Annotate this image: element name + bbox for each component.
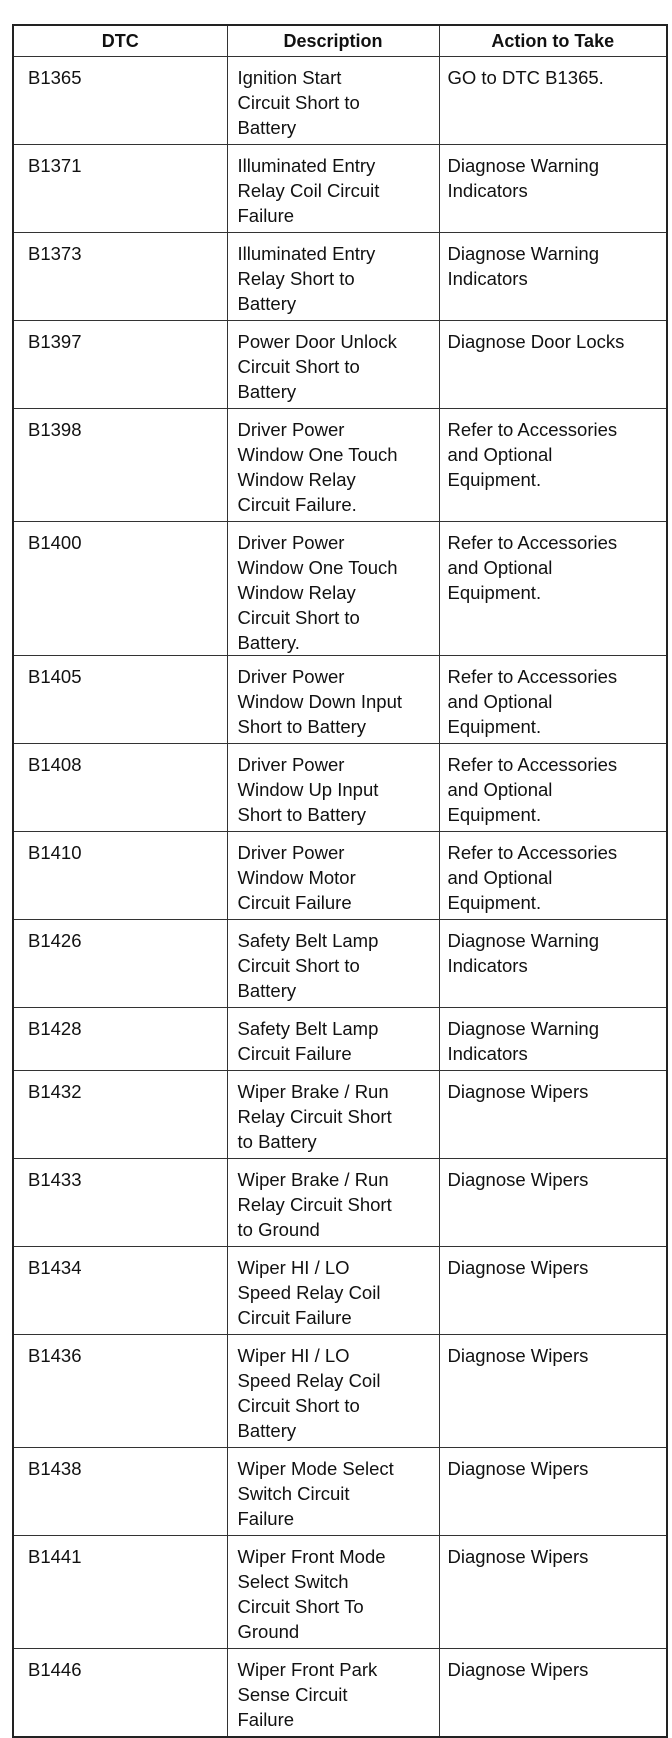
action-cell (439, 920, 667, 1008)
action-line: Diagnose Warning (447, 1018, 600, 1039)
description-line: Driver Power (237, 842, 345, 863)
description-line: Circuit Failure (237, 892, 352, 913)
table-row (13, 145, 667, 233)
description-cell (227, 1008, 439, 1071)
action-line: Diagnose Warning (447, 243, 600, 264)
action-line: and Optional (447, 867, 553, 888)
description-line: to Ground (237, 1219, 320, 1240)
action-line: Refer to Accessories (447, 419, 618, 440)
table-row (13, 57, 667, 145)
description-cell (227, 1159, 439, 1247)
description-line: Circuit Short to (237, 955, 360, 976)
description-line: Circuit Short to (237, 356, 360, 377)
dtc-code-cell: B1436 (13, 1335, 227, 1448)
table-row (13, 832, 667, 920)
description-line: Relay Circuit Short (237, 1194, 392, 1215)
description-line: Failure (237, 1709, 295, 1730)
action-line: Indicators (447, 955, 528, 976)
action-line: Diagnose Warning (447, 930, 600, 951)
description-line: Wiper Front Mode (237, 1546, 386, 1567)
description-cell (227, 1448, 439, 1536)
description-line: Circuit Failure (237, 1307, 352, 1328)
table-row (13, 522, 667, 656)
table-row (13, 656, 667, 744)
action-line: Refer to Accessories (447, 842, 618, 863)
description-line: Window Up Input (237, 779, 379, 800)
action-line: Diagnose Wipers (447, 1345, 589, 1366)
action-cell (439, 321, 667, 409)
action-line: Refer to Accessories (447, 754, 618, 775)
description-cell (227, 1536, 439, 1649)
dtc-code-cell: B1410 (13, 832, 227, 920)
description-line: Driver Power (237, 532, 345, 553)
description-line: Circuit Failure (237, 1043, 352, 1064)
description-cell (227, 409, 439, 522)
dtc-code-cell: B1397 (13, 321, 227, 409)
action-cell (439, 832, 667, 920)
description-line: Circuit Short to (237, 607, 360, 628)
action-line: Equipment. (447, 716, 542, 737)
table-row (13, 1335, 667, 1448)
dtc-code-cell: B1432 (13, 1071, 227, 1159)
action-line: Diagnose Wipers (447, 1169, 589, 1190)
action-line: Diagnose Wipers (447, 1081, 589, 1102)
dtc-table (12, 24, 668, 1738)
action-line: Equipment. (447, 892, 542, 913)
description-line: Power Door Unlock (237, 331, 397, 352)
description-line: Window One Touch (237, 444, 398, 465)
action-line: Indicators (447, 1043, 528, 1064)
action-line: and Optional (447, 444, 553, 465)
description-line: Wiper Front Park (237, 1659, 378, 1680)
action-line: Diagnose Door Locks (447, 331, 625, 352)
dtc-code-cell: B1373 (13, 233, 227, 321)
description-cell (227, 57, 439, 145)
description-line: Window Down Input (237, 691, 403, 712)
description-line: Relay Circuit Short (237, 1106, 392, 1127)
description-line: Ignition Start (237, 67, 342, 88)
description-line: Driver Power (237, 419, 345, 440)
action-line: Indicators (447, 180, 528, 201)
action-cell (439, 1536, 667, 1649)
description-cell (227, 656, 439, 744)
description-line: Window Motor (237, 867, 356, 888)
action-cell (439, 1247, 667, 1335)
description-cell (227, 522, 439, 656)
dtc-code-cell: B1433 (13, 1159, 227, 1247)
table-header-row (13, 25, 667, 57)
dtc-code-cell: B1434 (13, 1247, 227, 1335)
action-cell (439, 1649, 667, 1738)
action-line: Equipment. (447, 469, 542, 490)
description-line: Relay Coil Circuit (237, 180, 380, 201)
description-line: Wiper HI / LO (237, 1345, 350, 1366)
table-row (13, 1649, 667, 1738)
dtc-code-cell: B1438 (13, 1448, 227, 1536)
description-line: Switch Circuit (237, 1483, 350, 1504)
action-cell (439, 1071, 667, 1159)
description-line: Short to Battery (237, 716, 367, 737)
description-line: Wiper Mode Select (237, 1458, 394, 1479)
table-row (13, 1448, 667, 1536)
description-cell (227, 1649, 439, 1738)
table-row (13, 1159, 667, 1247)
dtc-code-cell: B1371 (13, 145, 227, 233)
description-cell (227, 744, 439, 832)
description-line: Battery (237, 980, 297, 1001)
description-line: Speed Relay Coil (237, 1282, 381, 1303)
description-line: Wiper HI / LO (237, 1257, 350, 1278)
action-line: Indicators (447, 268, 528, 289)
action-line: and Optional (447, 779, 553, 800)
description-line: Illuminated Entry (237, 243, 376, 264)
description-line: Short to Battery (237, 804, 367, 825)
description-line: Battery (237, 381, 297, 402)
table-row (13, 1247, 667, 1335)
description-line: Window Relay (237, 582, 356, 603)
description-line: Safety Belt Lamp (237, 930, 379, 951)
header-dtc: DTC (13, 25, 227, 57)
dtc-code-cell: B1398 (13, 409, 227, 522)
action-cell (439, 1008, 667, 1071)
description-line: Circuit Short to (237, 1395, 360, 1416)
dtc-code-cell: B1405 (13, 656, 227, 744)
table-row (13, 233, 667, 321)
description-line: Failure (237, 1508, 295, 1529)
dtc-code-cell: B1428 (13, 1008, 227, 1071)
action-cell (439, 57, 667, 145)
description-line: Circuit Failure. (237, 494, 357, 515)
table-row (13, 1536, 667, 1649)
description-line: Circuit Short to (237, 92, 360, 113)
action-line: GO to DTC B1365. (447, 67, 604, 88)
header-action: Action to Take (439, 25, 667, 57)
action-line: and Optional (447, 691, 553, 712)
action-line: Diagnose Warning (447, 155, 600, 176)
description-line: to Battery (237, 1131, 317, 1152)
table-row (13, 744, 667, 832)
header-description: Description (227, 25, 439, 57)
description-line: Ground (237, 1621, 300, 1642)
table-row (13, 1071, 667, 1159)
action-line: Diagnose Wipers (447, 1659, 589, 1680)
description-line: Circuit Short To (237, 1596, 364, 1617)
dtc-code-cell: B1426 (13, 920, 227, 1008)
dtc-code-cell: B1400 (13, 522, 227, 656)
table-row (13, 409, 667, 522)
description-line: Battery (237, 1420, 297, 1441)
action-cell (439, 744, 667, 832)
table-row (13, 321, 667, 409)
description-cell (227, 233, 439, 321)
action-line: Diagnose Wipers (447, 1546, 589, 1567)
action-line: Diagnose Wipers (447, 1458, 589, 1479)
description-line: Wiper Brake / Run (237, 1081, 389, 1102)
dtc-code-cell: B1365 (13, 57, 227, 145)
table-row (13, 920, 667, 1008)
action-cell (439, 233, 667, 321)
dtc-code-cell: B1441 (13, 1536, 227, 1649)
description-line: Failure (237, 205, 295, 226)
description-line: Driver Power (237, 666, 345, 687)
description-line: Select Switch (237, 1571, 349, 1592)
dtc-code-cell: B1446 (13, 1649, 227, 1738)
table-row (13, 1008, 667, 1071)
description-line: Window Relay (237, 469, 356, 490)
action-cell (439, 1448, 667, 1536)
action-line: Equipment. (447, 804, 542, 825)
description-line: Speed Relay Coil (237, 1370, 381, 1391)
action-cell (439, 656, 667, 744)
action-cell (439, 1159, 667, 1247)
action-line: Refer to Accessories (447, 666, 618, 687)
action-cell (439, 522, 667, 656)
description-line: Battery. (237, 632, 300, 653)
action-line: and Optional (447, 557, 553, 578)
description-cell (227, 145, 439, 233)
description-line: Safety Belt Lamp (237, 1018, 379, 1039)
action-line: Equipment. (447, 582, 542, 603)
action-line: Refer to Accessories (447, 532, 618, 553)
description-cell (227, 1335, 439, 1448)
description-line: Wiper Brake / Run (237, 1169, 389, 1190)
description-line: Illuminated Entry (237, 155, 376, 176)
description-cell (227, 321, 439, 409)
description-cell (227, 832, 439, 920)
dtc-code-cell: B1408 (13, 744, 227, 832)
description-line: Driver Power (237, 754, 345, 775)
description-line: Relay Short to (237, 268, 355, 289)
description-line: Battery (237, 117, 297, 138)
description-line: Battery (237, 293, 297, 314)
action-line: Diagnose Wipers (447, 1257, 589, 1278)
action-cell (439, 145, 667, 233)
description-cell (227, 920, 439, 1008)
description-line: Window One Touch (237, 557, 398, 578)
action-cell (439, 409, 667, 522)
description-cell (227, 1247, 439, 1335)
action-cell (439, 1335, 667, 1448)
description-line: Sense Circuit (237, 1684, 348, 1705)
description-cell (227, 1071, 439, 1159)
dtc-document (12, 24, 666, 1738)
